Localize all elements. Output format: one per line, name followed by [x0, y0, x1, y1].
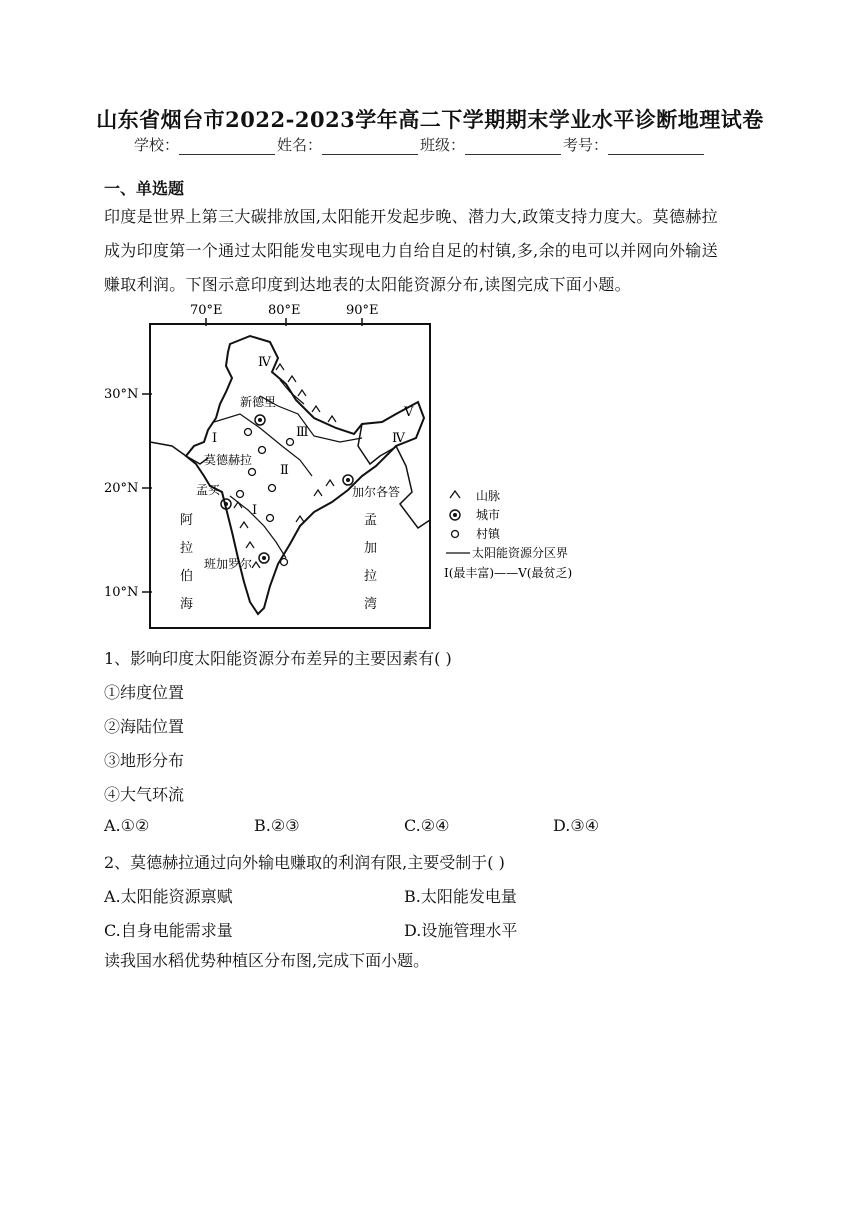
- legend-town: 村镇: [476, 527, 501, 541]
- city-markers: [221, 415, 353, 563]
- next-intro: 读我国水稻优势种植区分布图,完成下面小题。: [104, 951, 430, 970]
- place-delhi: 新德里: [240, 395, 277, 409]
- sea-char: 拉: [364, 569, 378, 584]
- town-icon: [452, 531, 459, 538]
- exam-number-blank: [608, 138, 704, 155]
- legend-city: 城市: [476, 508, 501, 522]
- school-label: 学校：: [134, 136, 180, 154]
- sea-char: 湾: [364, 597, 378, 612]
- intro-line: 印度是世界上第三大碳排放国,太阳能开发起步晚、潜力大,政策支持力度大。莫德赫拉: [104, 207, 718, 226]
- arabian-sea-label: [180, 513, 193, 612]
- q1-option-c[interactable]: C.②④: [404, 816, 450, 835]
- zone-label: Ⅳ: [258, 355, 271, 370]
- india-solar-map: [100, 296, 590, 634]
- class-blank: [465, 138, 561, 155]
- q1-item: ④大气环流: [104, 785, 185, 804]
- place-bangalore: 班加罗尔: [204, 557, 253, 571]
- sea-char: 阿: [180, 513, 194, 528]
- name-label: 姓名：: [277, 136, 323, 154]
- q1-option-d[interactable]: D.③④: [553, 816, 600, 835]
- place-kolkata: 加尔各答: [352, 485, 401, 499]
- q1-option-b[interactable]: B.②③: [254, 816, 300, 835]
- mountain-icon: [450, 491, 460, 498]
- india-outline: [186, 336, 424, 614]
- school-blank: [179, 138, 275, 155]
- zone-label: Ⅰ: [212, 431, 218, 446]
- q2-option-d[interactable]: D.设施管理水平: [404, 921, 518, 940]
- bay-of-bengal-label: [364, 513, 377, 612]
- zone-label: Ⅳ: [392, 431, 405, 446]
- lat-label: 30°N: [104, 387, 139, 402]
- zone-label: Ⅲ: [296, 425, 309, 440]
- q1-stem: 1、影响印度太阳能资源分布差异的主要因素有( ): [104, 649, 452, 668]
- q2-stem: 2、莫德赫拉通过向外输电赚取的利润有限,主要受制于( ): [104, 853, 505, 872]
- q1-option-a[interactable]: A.①②: [104, 816, 150, 835]
- q1-item: ①纬度位置: [104, 683, 185, 702]
- lon-label: 70°E: [190, 303, 223, 318]
- zone-label: Ⅰ: [252, 503, 258, 518]
- q1-item: ②海陆位置: [104, 717, 185, 736]
- legend-mountain: 山脉: [476, 489, 501, 503]
- legend-scale: Ⅰ(最丰富)——Ⅴ(最贫乏): [444, 566, 573, 580]
- lon-label: 90°E: [346, 303, 379, 318]
- section-title: 一、单选题: [104, 179, 185, 198]
- sea-char: 海: [180, 597, 194, 612]
- legend-boundary: 太阳能资源分区界: [472, 546, 569, 560]
- exam-title: 山东省烟台市2022-2023学年高二下学期期末学业水平诊断地理试卷: [96, 107, 764, 132]
- name-blank: [322, 138, 418, 155]
- intro-line: 成为印度第一个通过太阳能发电实现电力自给自足的村镇,多,余的电可以并网向外输送: [104, 241, 718, 260]
- q2-option-c[interactable]: C.自身电能需求量: [104, 921, 233, 940]
- exam-number-label: 考号：: [563, 136, 609, 154]
- lat-label: 10°N: [104, 585, 139, 600]
- q2-option-b[interactable]: B.太阳能发电量: [404, 887, 517, 906]
- map-legend: [444, 489, 572, 580]
- place-mumbai: 孟买: [196, 483, 221, 497]
- class-label: 班级：: [420, 136, 466, 154]
- student-info-row: [134, 134, 706, 155]
- sea-char: 加: [364, 541, 378, 556]
- lon-label: 80°E: [268, 303, 301, 318]
- q1-item: ③地形分布: [104, 751, 185, 770]
- sea-char: 伯: [180, 569, 194, 584]
- zone-label: Ⅱ: [280, 463, 289, 478]
- place-modhera: 莫德赫拉: [204, 453, 253, 467]
- intro-line: 赚取利润。下图示意印度到达地表的太阳能资源分布,读图完成下面小题。: [104, 275, 631, 294]
- q2-option-a[interactable]: A.太阳能资源禀赋: [104, 887, 233, 906]
- sea-char: 孟: [364, 513, 378, 528]
- sea-char: 拉: [180, 541, 194, 556]
- intro-paragraph: [104, 200, 764, 302]
- zone-label: Ⅴ: [404, 405, 414, 420]
- lat-label: 20°N: [104, 481, 139, 496]
